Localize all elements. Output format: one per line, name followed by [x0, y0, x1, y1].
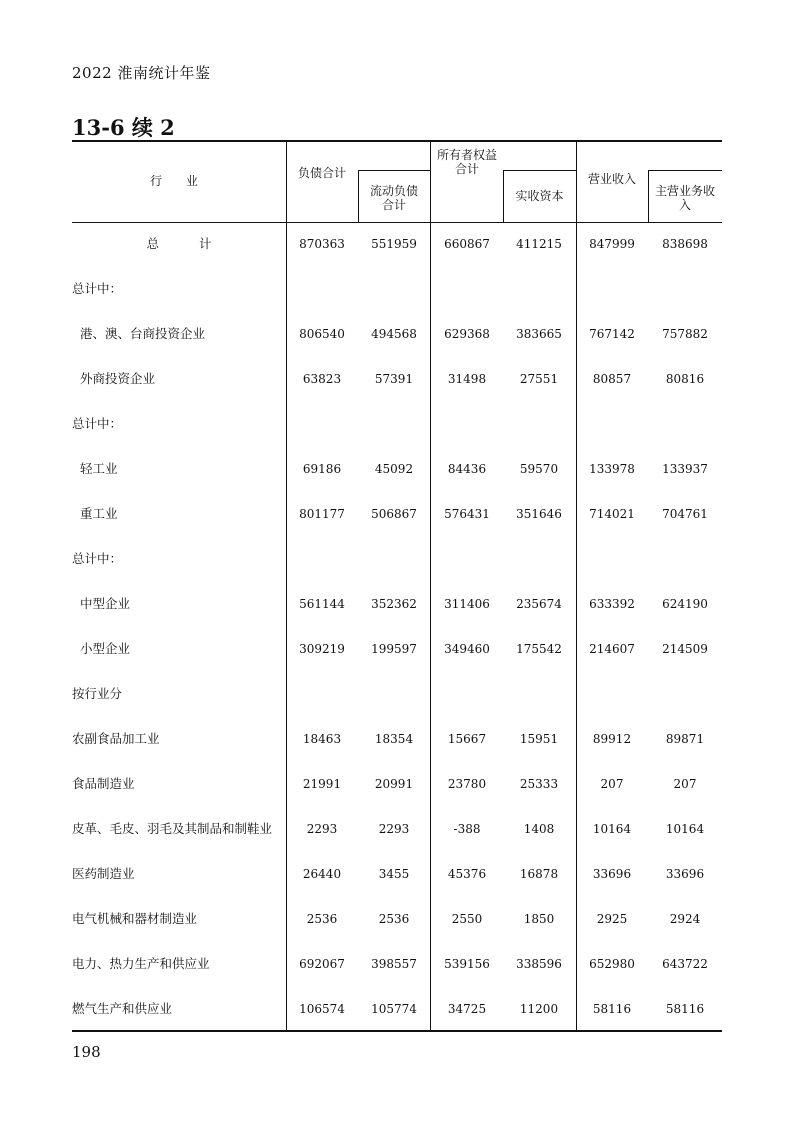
table-cell: 652980	[589, 957, 635, 971]
table-cell: 18354	[374, 732, 414, 746]
table-cell: 45092	[374, 462, 414, 476]
row-label: 总计中：	[72, 416, 123, 431]
table-cell: 20991	[374, 777, 414, 791]
table-cell: 10164	[665, 822, 705, 836]
table-cell: 576431	[444, 507, 490, 521]
table-cell: 383665	[516, 327, 562, 341]
table-cell: 199597	[371, 642, 417, 656]
table-cell: 207	[673, 777, 697, 791]
table-cell: 561144	[299, 597, 345, 611]
table-cell: 539156	[444, 957, 490, 971]
table-cell: 16878	[519, 867, 559, 881]
table-cell: 10164	[592, 822, 632, 836]
table-cell: 58116	[665, 1002, 705, 1016]
table-cell: 2293	[378, 822, 410, 836]
row-label: 总计中：	[72, 551, 123, 566]
table-cell: 2550	[451, 912, 483, 926]
table-cell: 309219	[299, 642, 345, 656]
table-cell: 84436	[447, 462, 487, 476]
column-rule	[576, 140, 577, 1030]
table-cell: 59570	[519, 462, 559, 476]
row-label: 外商投资企业	[80, 371, 156, 386]
table-cell: 870363	[299, 237, 345, 251]
table-cell: 692067	[299, 957, 345, 971]
table-cell: 11200	[519, 1002, 559, 1016]
row-label: 港、澳、台商投资企业	[80, 326, 206, 341]
table-cell: 45376	[447, 867, 487, 881]
column-rule	[286, 140, 287, 1030]
table-cell: 714021	[589, 507, 635, 521]
table-cell: 311406	[444, 597, 490, 611]
header-operating-revenue: 营业收入	[587, 171, 636, 186]
table-cell: 26440	[302, 867, 342, 881]
row-label: 电气机械和器材制造业	[72, 911, 198, 926]
table-cell: 15951	[519, 732, 559, 746]
header-industry: 行 业	[150, 173, 208, 188]
table-cell: 643722	[662, 957, 708, 971]
table-cell: 2536	[378, 912, 410, 926]
row-label: 农副食品加工业	[72, 731, 160, 746]
table-cell: 2924	[669, 912, 701, 926]
statistics-table	[72, 140, 722, 1033]
table-cell: 34725	[447, 1002, 487, 1016]
table-cell: 2536	[306, 912, 338, 926]
table-cell: 660867	[444, 237, 490, 251]
table-cell: 352362	[371, 597, 417, 611]
table-cell: 633392	[589, 597, 635, 611]
header-sub-rule	[358, 170, 430, 171]
table-cell: 235674	[516, 597, 562, 611]
table-cell: 207	[600, 777, 624, 791]
table-cell: 847999	[589, 237, 635, 251]
row-label: 总计中：	[72, 281, 123, 296]
table-cell: 89871	[665, 732, 705, 746]
row-label: 食品制造业	[72, 776, 135, 791]
table-cell: 806540	[299, 327, 345, 341]
table-cell: 624190	[662, 597, 708, 611]
table-cell: 31498	[447, 372, 487, 386]
row-label: 按行业分	[72, 686, 123, 701]
table-cell: 1850	[523, 912, 555, 926]
column-rule	[648, 170, 649, 222]
table-cell: 57391	[374, 372, 414, 386]
table-title: 13-6 续 2	[72, 115, 175, 140]
table-cell: 351646	[516, 507, 562, 521]
table-cell: 494568	[371, 327, 417, 341]
table-cell: 105774	[371, 1002, 417, 1016]
row-label: 总 计	[146, 236, 230, 251]
table-cell: 2925	[596, 912, 628, 926]
column-rule	[430, 140, 431, 1030]
row-label: 电力、热力生产和供应业	[72, 956, 210, 971]
table-bottom-rule	[72, 1030, 722, 1032]
table-cell: 25333	[519, 777, 559, 791]
row-label: 重工业	[80, 506, 118, 521]
table-cell: 133937	[662, 462, 708, 476]
table-cell: 3455	[378, 867, 410, 881]
header-bottom-rule	[72, 222, 722, 223]
row-label: 轻工业	[80, 461, 118, 476]
table-cell: 106574	[299, 1002, 345, 1016]
table-cell: 214509	[662, 642, 708, 656]
row-label: 小型企业	[80, 641, 131, 656]
header-owners-equity-total: 所有者权益合计	[436, 147, 497, 176]
table-cell: 704761	[662, 507, 708, 521]
table-cell: 801177	[299, 507, 345, 521]
table-cell: 506867	[371, 507, 417, 521]
row-label: 皮革、毛皮、羽毛及其制品和制鞋业	[72, 821, 273, 836]
table-cell: 69186	[302, 462, 342, 476]
table-cell: 80857	[592, 372, 632, 386]
header-paid-in-capital: 实收资本	[515, 188, 564, 203]
table-cell: 89912	[592, 732, 632, 746]
table-cell: 175542	[516, 642, 562, 656]
header-liabilities-total: 负债合计	[297, 165, 346, 180]
table-cell: 15667	[447, 732, 487, 746]
table-cell: 18463	[302, 732, 342, 746]
table-cell: 214607	[589, 642, 635, 656]
table-cell: 338596	[516, 957, 562, 971]
row-label: 燃气生产和供应业	[72, 1001, 173, 1016]
table-cell: 58116	[592, 1002, 632, 1016]
row-label: 中型企业	[80, 596, 131, 611]
table-cell: 33696	[592, 867, 632, 881]
table-cell: 838698	[662, 237, 708, 251]
table-cell: 21991	[302, 777, 342, 791]
table-cell: 80816	[665, 372, 705, 386]
page-number: 198	[72, 1043, 101, 1061]
table-cell: 27551	[519, 372, 559, 386]
table-cell: 63823	[302, 372, 342, 386]
row-label: 医药制造业	[72, 866, 135, 881]
running-head: 2022 淮南统计年鉴	[72, 64, 211, 82]
table-cell: 2293	[306, 822, 338, 836]
header-current-liabilities: 流动负债合计	[369, 183, 418, 212]
table-cell: 23780	[447, 777, 487, 791]
header-main-business-revenue: 主营业务收入	[654, 183, 715, 212]
table-cell: 551959	[371, 237, 417, 251]
column-rule	[358, 170, 359, 222]
table-cell: 757882	[662, 327, 708, 341]
table-cell: 133978	[589, 462, 635, 476]
table-cell: 1408	[523, 822, 555, 836]
table-cell: 33696	[665, 867, 705, 881]
table-cell: 411215	[516, 237, 562, 251]
table-cell: 767142	[589, 327, 635, 341]
table-cell: 629368	[444, 327, 490, 341]
table-cell: -388	[453, 822, 481, 836]
header-sub-rule	[648, 170, 722, 171]
table-cell: 349460	[444, 642, 490, 656]
table-cell: 398557	[371, 957, 417, 971]
